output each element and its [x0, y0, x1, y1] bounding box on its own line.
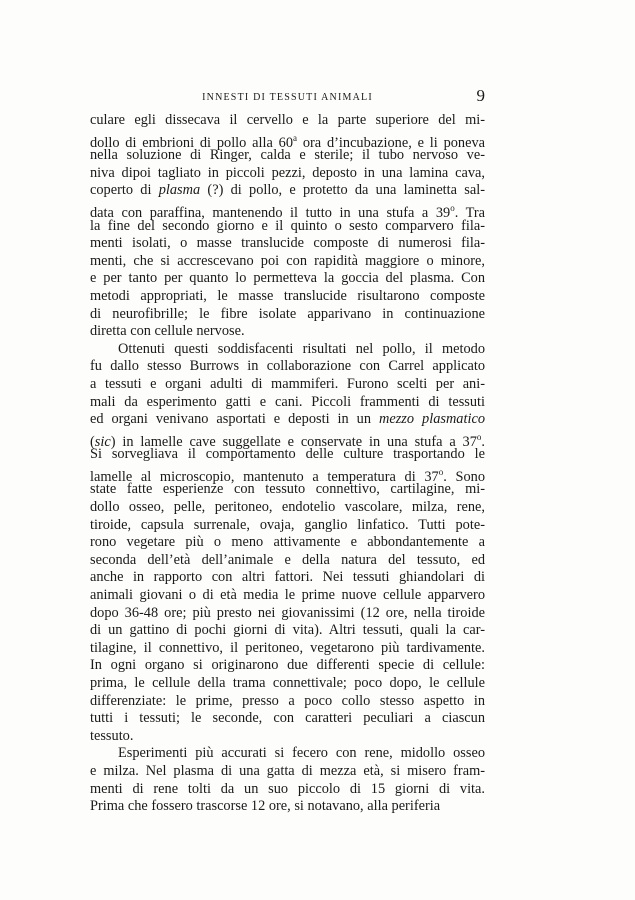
text-line: Esperimenti più accurati si fecero con rene, midollo osseo [118, 745, 485, 762]
text-line: menti di rene tolti da un suo piccolo di 15 giorni di vita. [90, 780, 485, 797]
text-line: e per tanto per quanto lo permetteva la goccia del plasma. Con [90, 270, 485, 287]
text-line: ed organi venivano asportati e deposti in un mezzo plasmatico [90, 411, 485, 428]
text-line: niva dipoi tagliato in piccoli pezzi, deposto in una lamina cava, [90, 164, 485, 181]
text-line: Si sorvegliava il comportamento delle culture trasportando le [90, 446, 485, 463]
text-line: fu dallo stesso Burrows in collaborazione con Carrel applicato [90, 358, 485, 375]
text-line: tessuto. [90, 727, 134, 744]
text-line: differenziate: le prime, presso a poco collo stesso aspetto in [90, 692, 485, 709]
text-line: anche in rapporto con altri fattori. Nei tessuti ghiandolari di [90, 569, 485, 586]
text-line: diretta con cellule nervose. [90, 323, 245, 340]
text-line: metodi appropriati, le masse translucide risultarono composte [90, 287, 485, 304]
italic-text: plasma [158, 182, 201, 199]
text-line: lamelle al microscopio, mantenuto a temperatura di 37$^o$. Sono [90, 466, 485, 485]
text-line: menti isolati, o masse translucide composte di numerosi fila- [90, 235, 485, 252]
text-line: data con paraffina, mantenendo il tutto in una stufa a 39$^o$. Tra [90, 202, 485, 221]
text-line: mali da esperimento gatti e cani. Piccoli frammenti di tessuti [90, 393, 485, 410]
text-line: rono vegetare più o meno attivamente e abbondantemente a [90, 534, 485, 551]
body-text [90, 112, 485, 816]
text-line: coperto di plasma (?) di pollo, e protetto da una laminetta sal- [90, 182, 485, 199]
text-line: di un gattino di pochi giorni di vita). Altri tessuti, quali la car- [90, 622, 485, 639]
text-line: menti, che si accrescevano poi con rapidità maggiore o minore, [90, 252, 485, 269]
paragraph [90, 745, 485, 815]
text-line: (sic) in lamelle cave suggellate e conservate in una stufa a 37$^o$. [90, 431, 485, 450]
paragraph [90, 341, 485, 746]
text-line: tilagine, il connettivo, il peritoneo, vegetarono più tardivamente. [90, 639, 485, 656]
text-line: dollo osseo, pelle, peritoneo, endotelio vascolare, milza, rene, [90, 499, 485, 516]
text-line: seconda dell’età dell’animale e della natura del tessuto, ed [90, 551, 485, 568]
italic-text: mezzo plasmatico [379, 411, 485, 428]
text-line: di neurofibrille; le fibre isolate apparivano in continuazione [90, 305, 485, 322]
text-line: state fatte esperienze con tessuto connettivo, cartilagine, mi- [90, 481, 485, 498]
text-line: In ogni organo si originarono due differenti specie di cellule: [90, 657, 485, 674]
text-line: tiroide, capsula surrenale, ovaja, ganglio linfatico. Tutti pote- [90, 516, 485, 533]
text-line: dollo di embrioni di pollo alla 60$^a$ ora d’incubazione, e li poneva [90, 132, 485, 151]
page-header [90, 86, 485, 106]
text-line: a tessuti e organi adulti di mammiferi. Furono scelti per ani- [90, 375, 485, 392]
superscript: o [450, 202, 455, 213]
page-number: 9 [476, 86, 485, 105]
superscript: o [476, 431, 482, 442]
italic-text: sic [94, 433, 111, 450]
text-line: dopo 36-48 ore; più presto nei giovanissimi (12 ore, nella tiroide [90, 604, 485, 621]
paragraph [90, 112, 485, 341]
text-line: culare egli dissecava il cervello e la parte superiore del mi- [90, 112, 485, 128]
text-line: tutti i tessuti; le seconde, con caratteri peculiari a ciascun [90, 710, 485, 727]
text-line: animali giovani o di età media le prime nuove cellule apparvero [90, 587, 485, 604]
superscript: a [293, 132, 298, 143]
text-line: la fine del secondo giorno e il quinto o sesto comparvero fila- [90, 217, 485, 234]
superscript: o [438, 466, 444, 477]
text-line: nella soluzione di Ringer, calda e sterile; il tubo nervoso ve- [90, 147, 485, 164]
text-line: e milza. Nel plasma di una gatta di mezza età, si misero fram- [90, 762, 485, 779]
text-line: prima, le cellule della trama connettivale; poco dopo, le cellule [90, 675, 485, 691]
text-line: Ottenuti questi soddisfacenti risultati nel pollo, il metodo [118, 340, 485, 357]
text-line: Prima che fossero trascorse 12 ore, si notavano, alla periferia [90, 798, 441, 815]
running-head: INNESTI DI TESSUTI ANIMALI [202, 92, 373, 103]
